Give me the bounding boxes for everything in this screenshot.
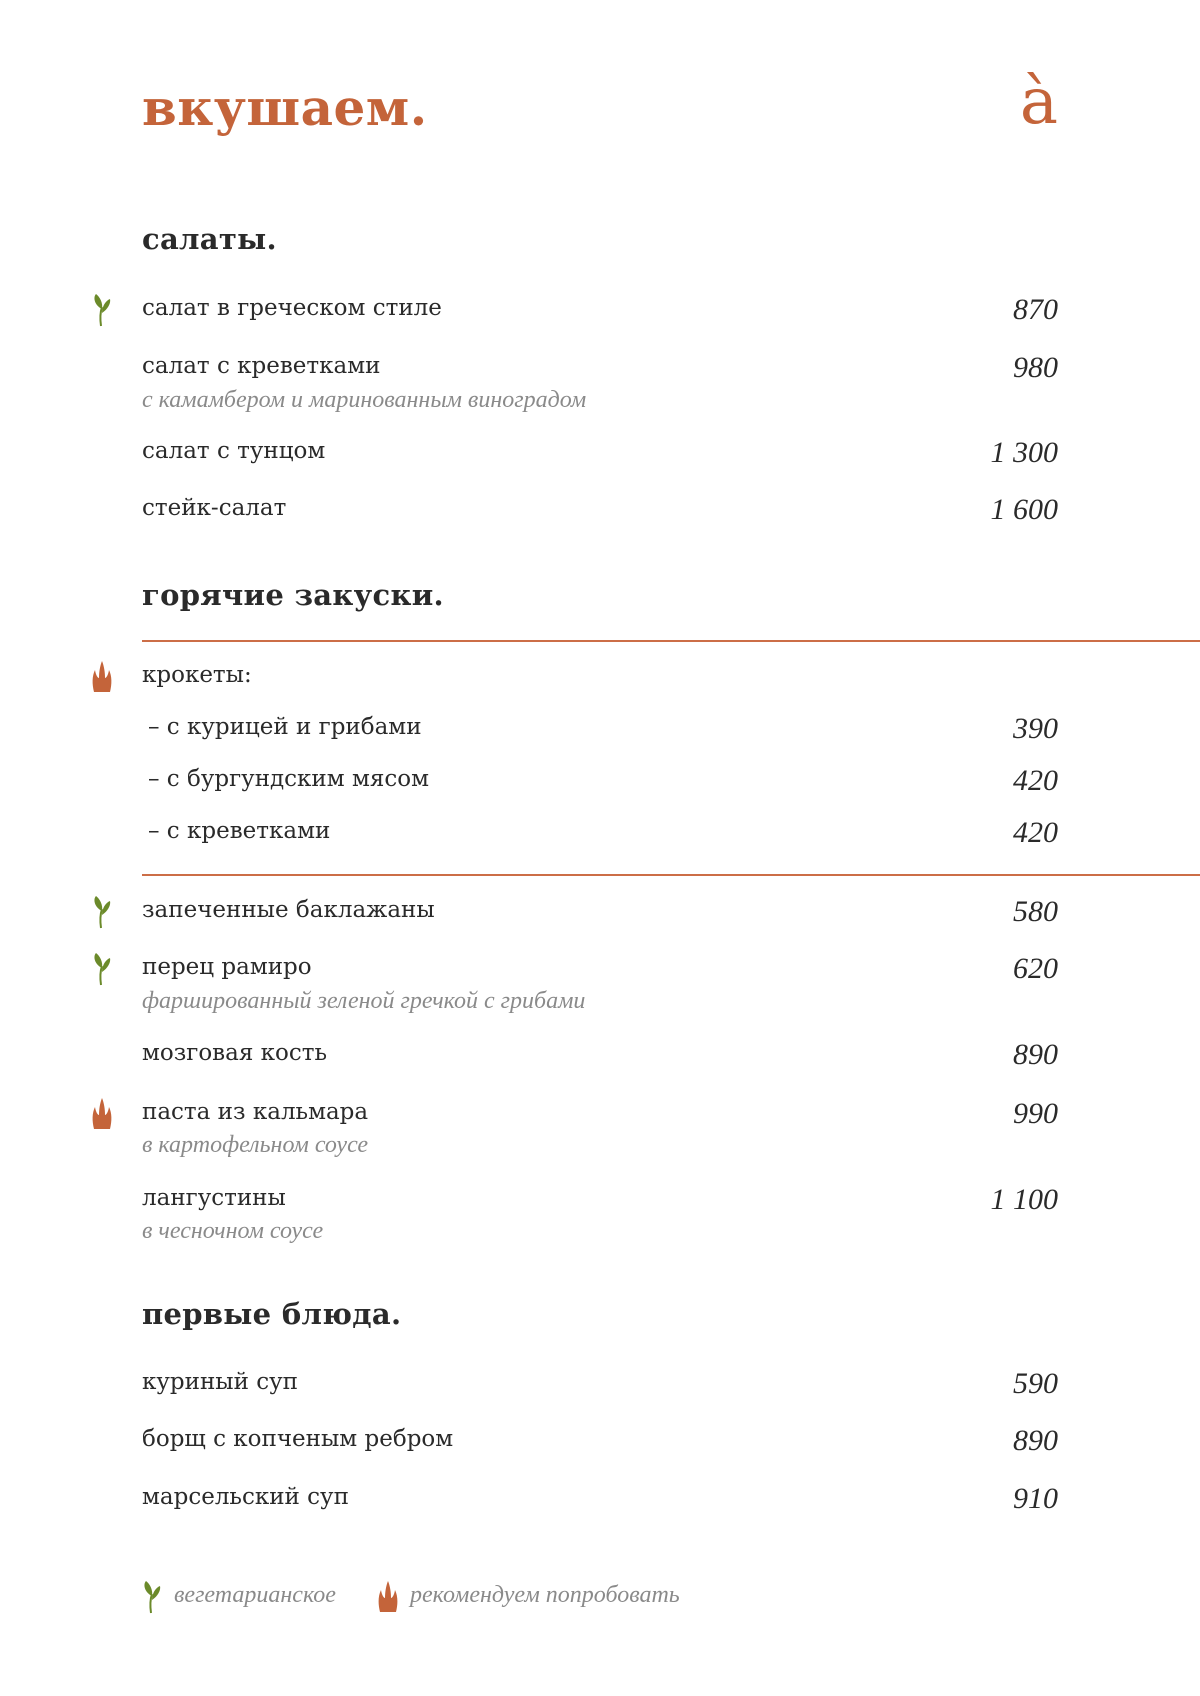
item-name: куриный суп [142, 1369, 298, 1395]
item-price: 1 100 [990, 1183, 1058, 1216]
flame-icon [90, 1097, 114, 1131]
menu-item [142, 1185, 1058, 1217]
leaf-icon [90, 293, 114, 327]
item-price: 420 [1013, 764, 1058, 797]
menu-item [142, 818, 1058, 850]
item-price: 990 [1013, 1097, 1058, 1130]
item-price: 890 [1013, 1038, 1058, 1071]
leaf-icon [90, 952, 114, 986]
item-name: – с курицей и грибами [148, 714, 422, 740]
divider-line [142, 640, 1200, 642]
menu-item [142, 714, 1058, 746]
item-description: фаршированный зеленой гречкой с грибами [142, 988, 586, 1014]
item-name: запеченные баклажаны [142, 897, 435, 923]
item-description: с камамбером и маринованным виноградом [142, 387, 587, 413]
item-name: – с креветками [148, 818, 331, 844]
item-name: лангустины [142, 1185, 286, 1211]
item-name: салат с креветками [142, 353, 381, 379]
item-name: перец рамиро [142, 954, 312, 980]
menu-item [142, 1426, 1058, 1458]
item-price: 1 300 [990, 436, 1058, 469]
brand-logo: à [1019, 65, 1058, 139]
item-price: 1 600 [990, 493, 1058, 526]
leaf-icon [90, 895, 114, 929]
menu-item [142, 766, 1058, 798]
item-price: 590 [1013, 1367, 1058, 1400]
menu-item [142, 1484, 1058, 1516]
item-name: стейк-салат [142, 495, 287, 521]
item-name: паста из кальмара [142, 1099, 369, 1125]
menu-item [142, 1099, 1058, 1131]
group-name: крокеты: [142, 662, 252, 688]
item-name: мозговая кость [142, 1040, 328, 1066]
item-price: 910 [1013, 1482, 1058, 1515]
menu-item [142, 295, 1058, 327]
item-name: марсельский суп [142, 1484, 349, 1510]
section-title-salads: салаты. [142, 222, 277, 256]
item-price: 620 [1013, 952, 1058, 985]
menu-item [142, 954, 1058, 986]
item-price: 390 [1013, 712, 1058, 745]
item-price: 980 [1013, 351, 1058, 384]
page-title: вкушаем. [142, 78, 428, 137]
item-name: борщ с копченым ребром [142, 1426, 454, 1452]
item-price: 870 [1013, 293, 1058, 326]
menu-item [142, 438, 1058, 470]
legend-recommended-label: рекомендуем попробовать [410, 1582, 680, 1608]
section-title-hot-appetizers: горячие закуски. [142, 578, 444, 612]
menu-item [142, 495, 1058, 527]
item-price: 890 [1013, 1424, 1058, 1457]
flame-icon [90, 660, 114, 694]
legend-vegetarian-label: вегетарианское [174, 1582, 336, 1608]
divider-line [142, 874, 1200, 876]
item-price: 420 [1013, 816, 1058, 849]
menu-item [142, 1369, 1058, 1401]
flame-icon [376, 1580, 400, 1614]
item-description: в чесночном соусе [142, 1218, 324, 1244]
item-description: в картофельном соусе [142, 1132, 369, 1158]
item-name: – с бургундским мясом [148, 766, 429, 792]
leaf-icon [140, 1580, 164, 1614]
section-title-soups: первые блюда. [142, 1297, 402, 1331]
menu-item [142, 1040, 1058, 1072]
item-price: 580 [1013, 895, 1058, 928]
item-name: салат с тунцом [142, 438, 326, 464]
menu-item [142, 353, 1058, 385]
item-name: салат в греческом стиле [142, 295, 442, 321]
menu-group [142, 662, 1058, 694]
menu-item [142, 897, 1058, 929]
